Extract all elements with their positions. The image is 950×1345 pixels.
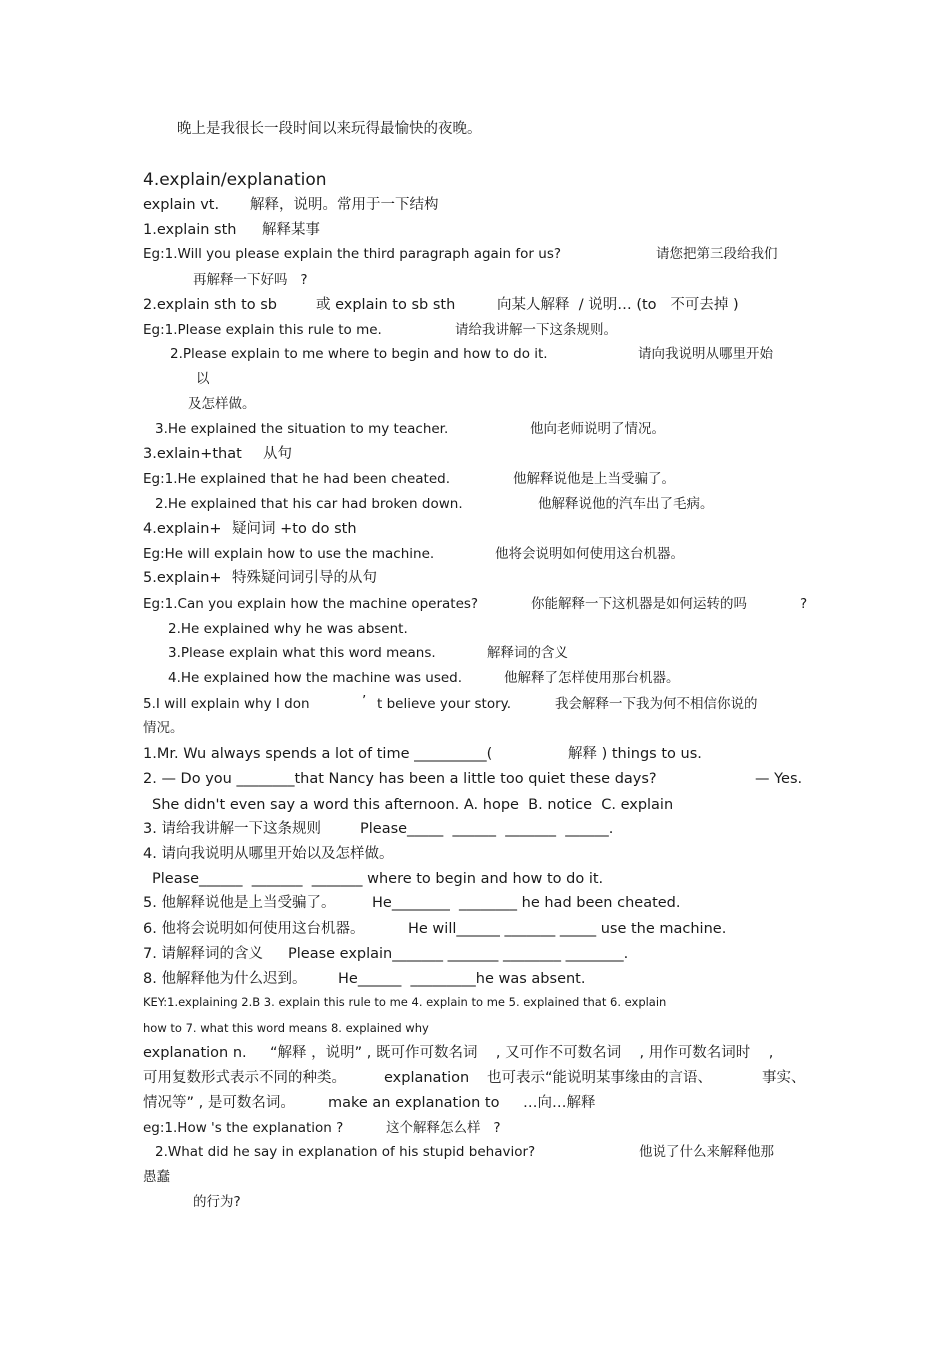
exercise-line: He will______ _______ _____ use the machine. — [408, 921, 727, 937]
text-line: 2.Please explain to me where to begin and how to do it. — [170, 346, 548, 362]
exercise-line: 8. 他解释他为什么迟到。 — [143, 971, 307, 987]
text-line: 2.He explained why he was absent. — [168, 621, 408, 637]
text-line: …向…解释 — [523, 1095, 596, 1111]
text-line: Eg:1.He explained that he had been cheated. — [143, 471, 450, 487]
text-line: 请向我说明从哪里开始 — [638, 346, 773, 362]
text-line: 情况。 — [143, 720, 184, 736]
text-line: ? — [800, 596, 808, 612]
exercise-line: Please______ _______ _______ where to begin and how to do it. — [152, 871, 604, 887]
text-line: 以 — [196, 371, 210, 387]
text-line: 从句 — [263, 446, 292, 462]
text-line: Eg:He will explain how to use the machine. — [143, 546, 435, 562]
text-line: 他说了什么来解释他那 — [639, 1144, 774, 1160]
text-line: 4.He explained how the machine was used. — [168, 670, 463, 686]
section-heading: 4.explain/explanation — [143, 170, 327, 190]
text-line: Eg:1.Please explain this rule to me. — [143, 322, 382, 338]
text-line: 2.What did he say in explanation of his stupid behavior? — [155, 1144, 536, 1160]
text-line: 我会解释一下我为何不相信你说的 — [555, 696, 758, 712]
text-line: 也可表示“能说明某事缘由的言语、 — [487, 1070, 713, 1086]
text-line: 他将会说明如何使用这台机器。 — [495, 546, 684, 562]
text-line: ’ — [362, 693, 367, 709]
text-line: t believe your story. — [377, 696, 511, 712]
text-line: 1.explain sth — [143, 222, 237, 238]
text-line: 5.I will explain why I don — [143, 696, 310, 712]
text-line: explain vt. — [143, 197, 220, 213]
text-line: make an explanation to — [328, 1095, 500, 1111]
text-line: 特殊疑问词引导的从句 — [232, 570, 377, 586]
text-line: 及怎样做。 — [188, 396, 256, 412]
text-line: 情况等” , 是可数名词。 — [143, 1095, 295, 1111]
text-line: 解释某事 — [262, 222, 320, 238]
text-line: 3.Please explain what this word means. — [168, 645, 436, 661]
exercise-line: 6. 他将会说明如何使用这台机器。 — [143, 921, 365, 937]
text-line: 3.He explained the situation to my teacher. — [155, 421, 449, 437]
text-line: explanation — [384, 1070, 470, 1086]
exercise-line: He______ _________he was absent. — [338, 971, 586, 987]
text-line: 他向老师说明了情况。 — [530, 421, 665, 437]
answer-key: how to 7. what this word means 8. explained why — [143, 1021, 429, 1035]
text-line: 可用复数形式表示不同的种类。 — [143, 1070, 346, 1086]
text-line: 3.exlain+that — [143, 446, 242, 462]
exercise-line: He________ ________ he had been cheated. — [372, 895, 681, 911]
text-line: 他解释说他是上当受骗了。 — [513, 471, 675, 487]
text-line: eg:1.How 's the explanation ? — [143, 1120, 344, 1136]
exercise-line: 1.Mr. Wu always spends a lot of time __________( — [143, 746, 493, 762]
exercise-line: 3. 请给我讲解一下这条规则 — [143, 821, 321, 837]
intro-sentence: 晚上是我很长一段时间以来玩得最愉快的夜晚。 — [177, 121, 482, 137]
text-line: 解释，说明。常用于一下结构 — [250, 197, 439, 213]
exercise-line: Please explain_______ _______ ________ ________. — [288, 946, 629, 962]
text-line: 向某人解释 / 说明… (to 不可去掉 ) — [497, 297, 739, 313]
text-line: 他解释了怎样使用那台机器。 — [504, 670, 680, 686]
text-line: explanation n. — [143, 1045, 247, 1061]
exercise-line: 4. 请向我说明从哪里开始以及怎样做。 — [143, 846, 394, 862]
answer-key: KEY:1.explaining 2.B 3. explain this rule to me 4. explain to me 5. explained that 6. explain — [143, 995, 667, 1009]
text-line: Eg:1.Will you please explain the third paragraph again for us? — [143, 246, 562, 262]
text-line: 你能解释一下这机器是如何运转的吗 — [531, 596, 747, 612]
text-line: 请给我讲解一下这条规则。 — [455, 322, 617, 338]
text-line: 4.explain+ — [143, 521, 222, 537]
exercise-line: Please_____ ______ _______ ______. — [360, 821, 614, 837]
text-line: Eg:1.Can you explain how the machine operates? — [143, 596, 479, 612]
text-line: 或 explain to sb sth — [316, 297, 456, 313]
exercise-line: 2. — Do you ________that Nancy has been a little too quiet these days? — [143, 771, 657, 787]
text-line: 事实、 — [762, 1070, 806, 1086]
text-line: 这个解释怎么样 ? — [386, 1120, 501, 1136]
exercise-line: 解释 ) things to us. — [568, 746, 702, 762]
text-line: 请您把第三段给我们 — [656, 246, 778, 262]
exercise-line: — Yes. — [755, 771, 803, 787]
text-line: 解释词的含义 — [487, 645, 568, 661]
text-line: 愚蠢 — [143, 1169, 170, 1185]
text-line: “解释 ，说明” , 既可作可数名词 , 又可作不可数名词 , 用作可数名词时 , — [270, 1045, 774, 1061]
text-line: 2.explain sth to sb — [143, 297, 277, 313]
text-line: 他解释说他的汽车出了毛病。 — [538, 496, 714, 512]
exercise-line: 7. 请解释词的含义 — [143, 946, 263, 962]
exercise-line: 5. 他解释说他是上当受骗了。 — [143, 895, 336, 911]
text-line: 疑问词 +to do sth — [232, 521, 357, 537]
text-line: 的行为? — [193, 1194, 241, 1210]
exercise-line: She didn't even say a word this afternoon. A. hope B. notice C. explain — [152, 797, 674, 813]
text-line: 2.He explained that his car had broken down. — [155, 496, 463, 512]
text-line: 5.explain+ — [143, 570, 222, 586]
text-line: 再解释一下好吗 ? — [193, 272, 308, 288]
